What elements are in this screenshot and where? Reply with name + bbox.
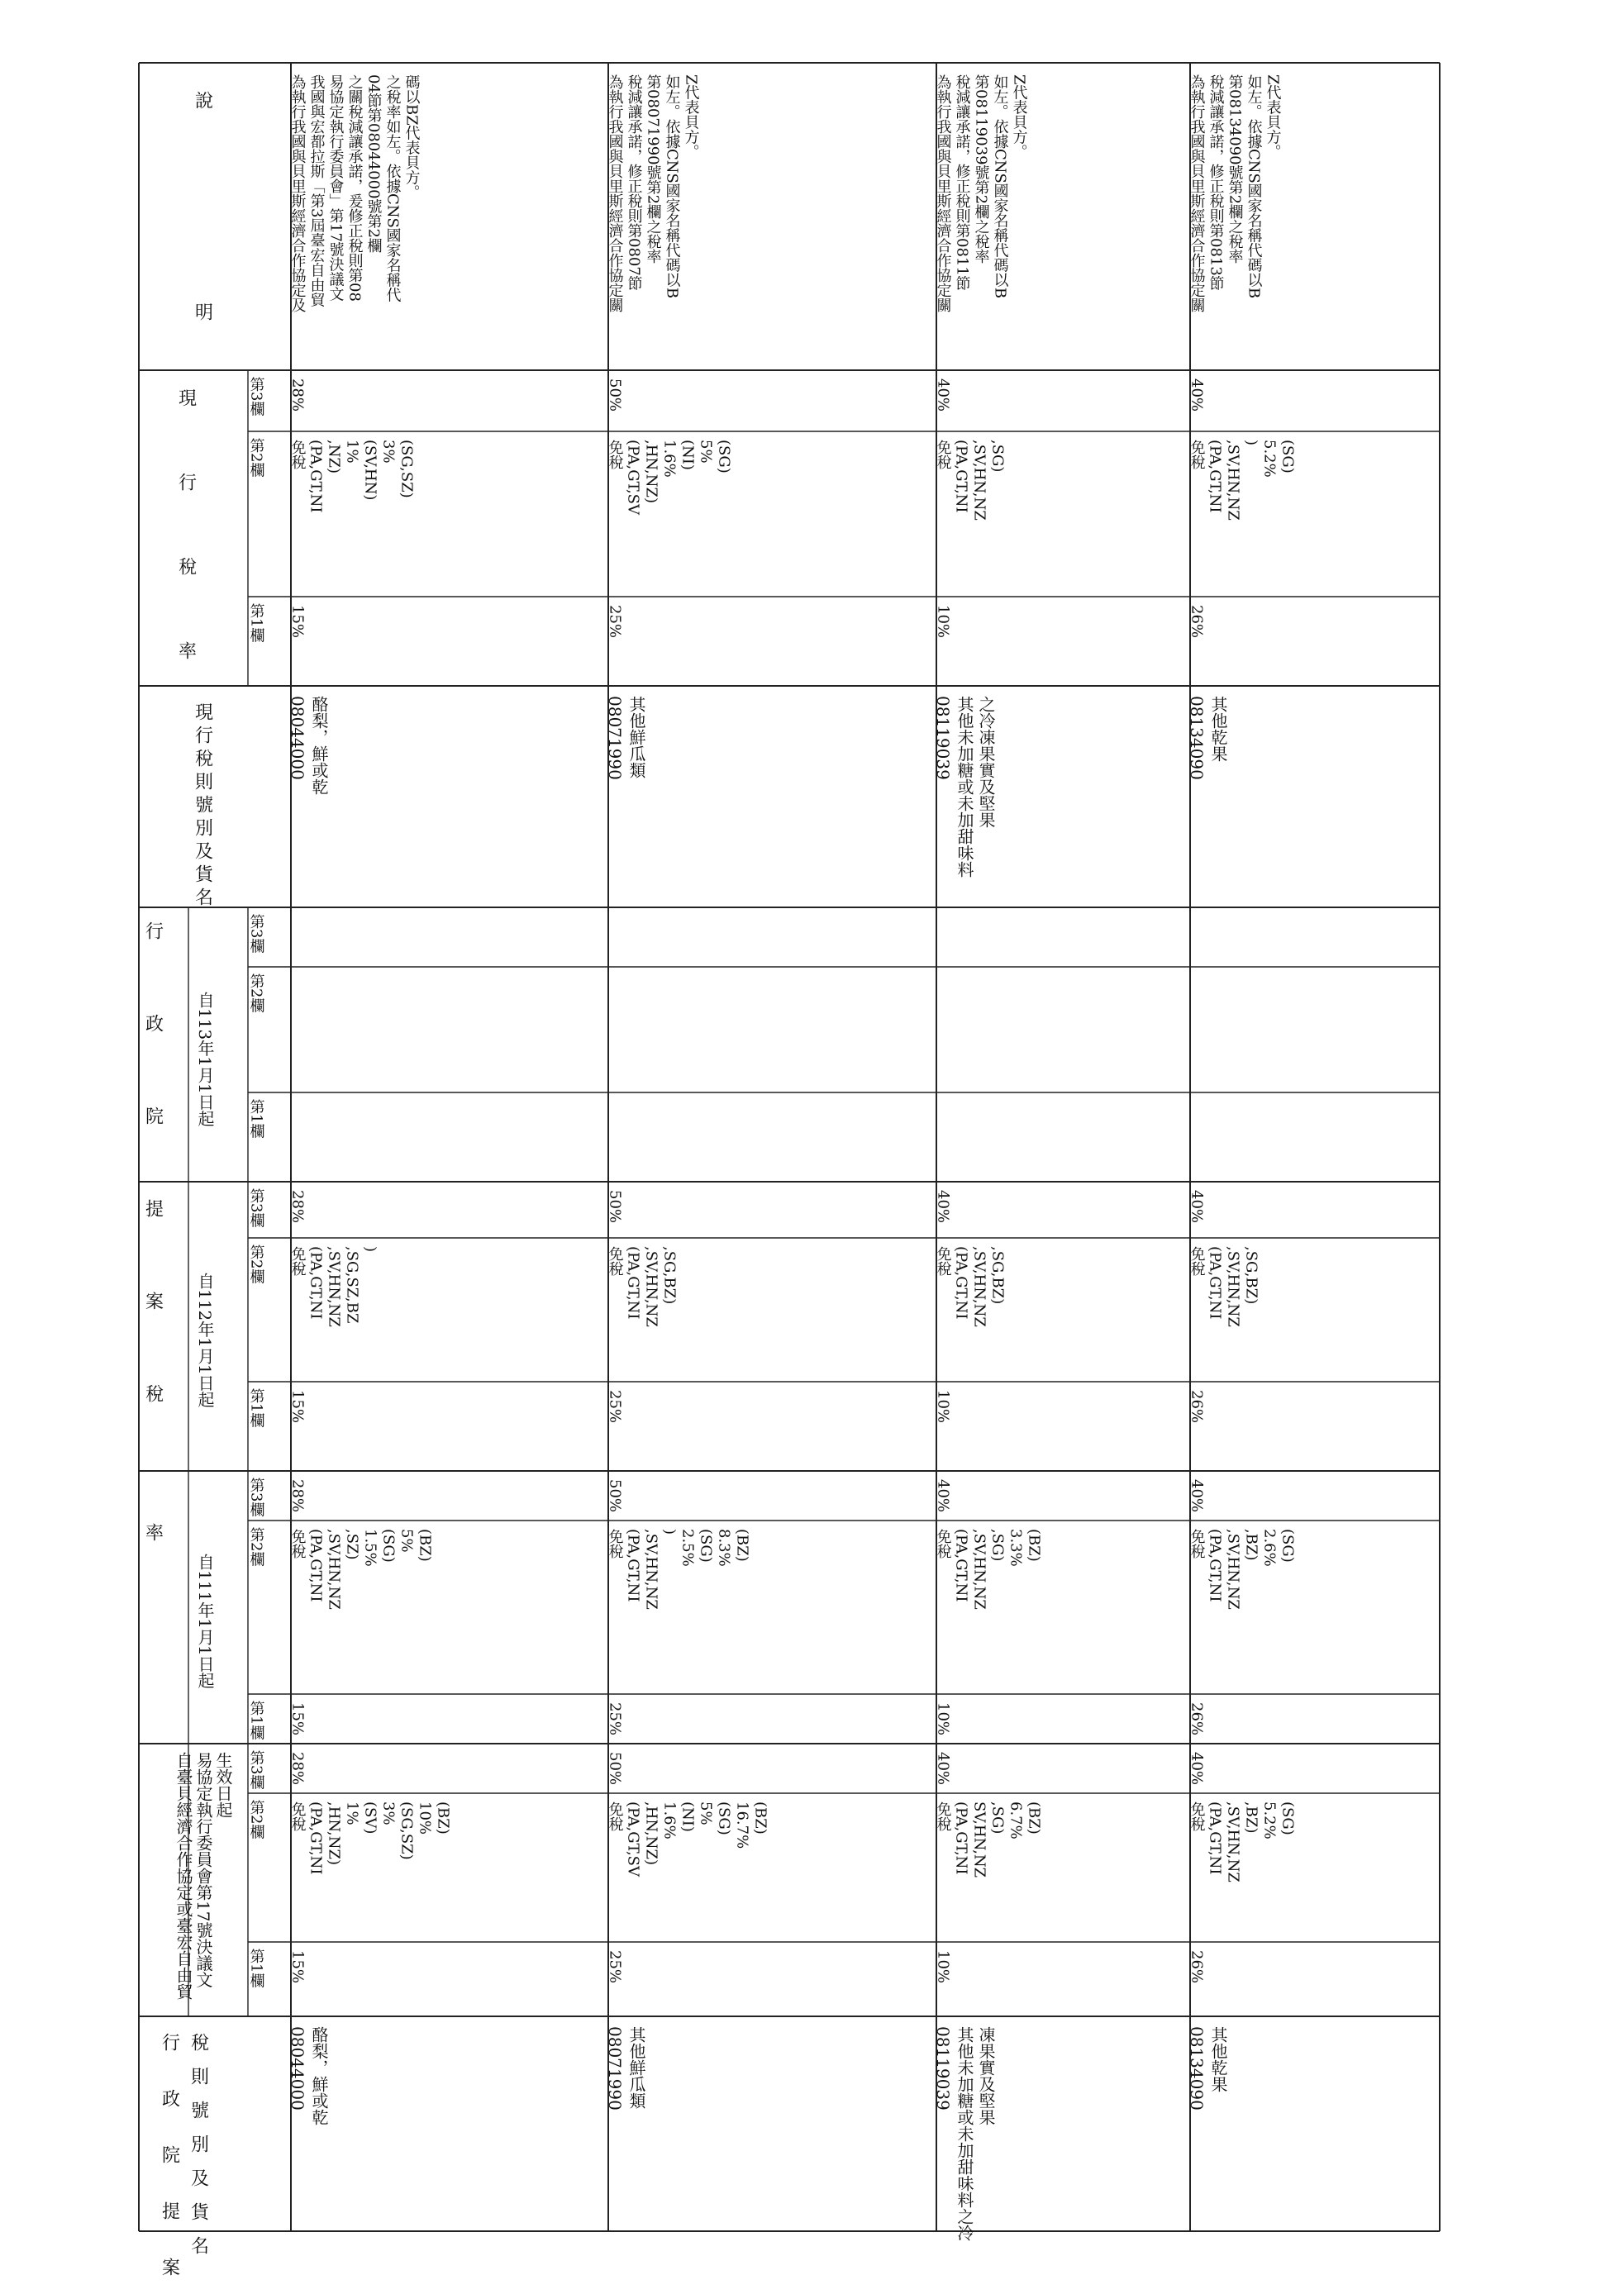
p0-col3-2: [935, 1752, 952, 1785]
svg-text:50%: 50%: [606, 1479, 624, 1513]
svg-text:第3欄: 第3欄: [247, 377, 265, 416]
p0-col1-0: [289, 1950, 307, 1983]
svg-text:): ): [361, 1246, 379, 1253]
column-label-3: [248, 377, 265, 416]
p0-col3-3: [1188, 1752, 1206, 1785]
svg-text:現行稅則號別及貨名: 現行稅則號別及貨名: [192, 702, 213, 911]
svg-text:現 行 稅 率: 現 行 稅 率: [175, 388, 197, 669]
p1-col3-2: [935, 1479, 952, 1512]
svg-text:5%: 5%: [398, 1529, 416, 1553]
current-col3-1: [607, 378, 624, 412]
svg-text:第3欄: 第3欄: [247, 1478, 265, 1517]
svg-text:之稅率如左。依據CNS國家名稱代: 之稅率如左。依據CNS國家名稱代: [383, 74, 402, 302]
svg-text:25%: 25%: [606, 1702, 624, 1736]
p0-col3-1: [607, 1752, 624, 1785]
explanation-1: [607, 74, 700, 312]
svg-text:稅減讓承諾，修正稅則第0807節: 稅減讓承諾，修正稅則第0807節: [625, 74, 643, 291]
p0-col2-2: [935, 1801, 1043, 1878]
svg-text:10%: 10%: [934, 1702, 952, 1736]
current-col2-1: [607, 440, 733, 516]
p2-col1-2: [935, 1390, 952, 1423]
p1-col1-3: [1188, 1702, 1206, 1735]
svg-text:免稅: 免稅: [1188, 1529, 1206, 1559]
svg-text:第08119039號第2欄之稅率: 第08119039號第2欄之稅率: [972, 74, 990, 264]
p1-col3-0: [289, 1479, 307, 1512]
svg-text:26%: 26%: [1188, 1950, 1206, 1984]
current-col1-3: [1188, 605, 1206, 638]
svg-text:免稅: 免稅: [1188, 440, 1206, 469]
p0-col2-3: [1188, 1801, 1297, 1882]
svg-text:08044000: 08044000: [288, 2026, 307, 2111]
svg-text:(PA,GT,NI: (PA,GT,NI: [952, 1529, 970, 1602]
current-col2-0: [289, 440, 416, 513]
proposed-rate-group-header: [143, 921, 164, 1546]
p1-col3-3: [1188, 1479, 1206, 1512]
svg-text:15%: 15%: [288, 1950, 307, 1984]
p1-col2-2: [935, 1529, 1043, 1610]
svg-text:(PA,GT,NI: (PA,GT,NI: [1206, 1529, 1224, 1602]
svg-text:(SV,HN): (SV,HN): [361, 440, 379, 501]
period-header-112: [195, 1273, 215, 1408]
svg-text:第1欄: 第1欄: [247, 1388, 265, 1428]
svg-text:第08071990號第2欄之稅率: 第08071990號第2欄之稅率: [644, 74, 662, 264]
svg-text:第1欄: 第1欄: [247, 1099, 265, 1139]
svg-text:Z代表貝方。: Z代表貝方。: [1010, 74, 1028, 159]
svg-text:碼以BZ代表貝方。: 碼以BZ代表貝方。: [402, 74, 421, 200]
column-label-1: [248, 1388, 265, 1428]
column-label-1: [248, 603, 265, 643]
svg-text:稅 則 號 別 及 貨 名: 稅 則 號 別 及 貨 名: [188, 2033, 209, 2259]
svg-text:40%: 40%: [1188, 1190, 1206, 1224]
svg-text:(SG): (SG): [1279, 1801, 1297, 1835]
proposed-item-2: [933, 2026, 996, 2242]
svg-text:50%: 50%: [606, 378, 624, 412]
svg-text:(PA,GT,NI: (PA,GT,NI: [952, 440, 970, 513]
svg-text:50%: 50%: [606, 1190, 624, 1224]
svg-text:,SV,HN,NZ: ,SV,HN,NZ: [1224, 1246, 1242, 1327]
svg-text:1.5%: 1.5%: [361, 1529, 379, 1567]
svg-text:,SG,BZ): ,SG,BZ): [988, 1246, 1007, 1305]
svg-text:04節第08044000號第2欄: 04節第08044000號第2欄: [364, 74, 383, 253]
p2-col3-2: [935, 1190, 952, 1223]
column-label-2: [248, 1800, 265, 1839]
svg-text:08134090: 08134090: [1187, 2026, 1207, 2111]
svg-text:易協定執行委員會」第17號決議文: 易協定執行委員會」第17號決議文: [326, 74, 345, 302]
svg-text:,BZ): ,BZ): [1242, 1801, 1260, 1834]
p2-col2-2: [935, 1246, 1007, 1327]
svg-text:,SV,HN,NZ: ,SV,HN,NZ: [970, 440, 988, 521]
svg-text:,SV,HN,NZ: ,SV,HN,NZ: [642, 1246, 660, 1327]
svg-text:3%: 3%: [379, 1801, 398, 1825]
svg-text:25%: 25%: [606, 1390, 624, 1424]
svg-text:凍果實及堅果: 凍果實及堅果: [976, 2026, 996, 2125]
svg-text:10%: 10%: [934, 1390, 952, 1424]
column-label-3: [248, 1188, 265, 1228]
svg-text:08119039: 08119039: [933, 696, 953, 780]
svg-text:15%: 15%: [288, 1390, 307, 1424]
svg-text:25%: 25%: [606, 605, 624, 639]
svg-text:第2欄: 第2欄: [247, 1800, 265, 1839]
svg-text:(PA,GT,NI: (PA,GT,NI: [624, 1529, 642, 1602]
svg-text:2.5%: 2.5%: [679, 1529, 697, 1567]
svg-text:5%: 5%: [697, 440, 715, 464]
svg-text:,HN,NZ): ,HN,NZ): [325, 1801, 343, 1866]
svg-text:(BZ): (BZ): [1025, 1529, 1043, 1562]
svg-text:,SV,HN,NZ: ,SV,HN,NZ: [325, 1529, 343, 1610]
svg-text:,SV,HN,NZ: ,SV,HN,NZ: [970, 1246, 988, 1327]
svg-text:,SG,BZ): ,SG,BZ): [660, 1246, 679, 1305]
svg-text:08071990: 08071990: [605, 2026, 625, 2111]
svg-text:(SG): (SG): [715, 1801, 733, 1835]
svg-text:(BZ): (BZ): [416, 1529, 434, 1562]
svg-text:免稅: 免稅: [606, 1529, 624, 1559]
svg-text:1.6%: 1.6%: [660, 440, 679, 478]
svg-text:酪梨，鮮或乾: 酪梨，鮮或乾: [309, 2026, 329, 2125]
svg-text:,HN,NZ): ,HN,NZ): [642, 1801, 660, 1866]
explanation-3: [1188, 74, 1282, 312]
svg-text:免稅: 免稅: [288, 1801, 307, 1831]
svg-text:SV,HN,NZ: SV,HN,NZ: [970, 1801, 988, 1878]
svg-text:易協定執行委員會第17號決議文: 易協定執行委員會第17號決議文: [193, 1752, 213, 1988]
column-label-2: [248, 438, 265, 478]
current-col1-1: [607, 605, 624, 638]
column-label-3: [248, 1750, 265, 1790]
svg-text:2.6%: 2.6%: [1260, 1529, 1279, 1567]
svg-text:行 政 院 提 案 稅 率: 行 政 院 提 案 稅 率: [142, 921, 164, 1546]
svg-text:28%: 28%: [288, 378, 307, 412]
svg-text:40%: 40%: [1188, 378, 1206, 412]
svg-text:其他乾果: 其他乾果: [1208, 2026, 1228, 2092]
svg-text:自113年1月1日起: 自113年1月1日起: [195, 992, 215, 1127]
p2-col1-3: [1188, 1390, 1206, 1423]
p2-col3-3: [1188, 1190, 1206, 1223]
svg-text:免稅: 免稅: [1188, 1801, 1206, 1831]
svg-text:,SV,HN,NZ: ,SV,HN,NZ: [1224, 1801, 1242, 1882]
svg-text:5%: 5%: [697, 1801, 715, 1825]
svg-text:第2欄: 第2欄: [247, 973, 265, 1013]
column-label-1: [248, 1701, 265, 1740]
current-col1-2: [935, 605, 952, 638]
svg-text:為執行我國與貝里斯經濟合作協定關: 為執行我國與貝里斯經濟合作協定關: [606, 74, 624, 312]
svg-text:第2欄: 第2欄: [247, 1527, 265, 1567]
svg-text:16.7%: 16.7%: [733, 1801, 751, 1849]
svg-text:說 明: 說 明: [192, 91, 213, 329]
svg-text:自112年1月1日起: 自112年1月1日起: [195, 1273, 215, 1408]
svg-text:稅減讓承諾，修正稅則第0811節: 稅減讓承諾，修正稅則第0811節: [953, 74, 971, 291]
svg-text:,SV,HN,NZ: ,SV,HN,NZ: [970, 1529, 988, 1610]
svg-text:08119039: 08119039: [933, 2026, 953, 2111]
p0-col2-1: [607, 1801, 769, 1878]
svg-text:自111年1月1日起: 自111年1月1日起: [195, 1554, 215, 1689]
svg-text:5.2%: 5.2%: [1260, 1801, 1279, 1839]
svg-text:第3欄: 第3欄: [247, 1188, 265, 1228]
svg-text:(PA,GT,NI: (PA,GT,NI: [624, 1246, 642, 1320]
p2-col1-0: [289, 1390, 307, 1423]
svg-text:(NI): (NI): [679, 440, 697, 470]
svg-text:8.3%: 8.3%: [715, 1529, 733, 1567]
svg-text:Z代表貝方。: Z代表貝方。: [1264, 74, 1282, 159]
svg-text:40%: 40%: [934, 1752, 952, 1786]
svg-text:25%: 25%: [606, 1950, 624, 1984]
current-col3-2: [935, 378, 952, 412]
svg-text:如左。依據CNS國家名稱代碼以B: 如左。依據CNS國家名稱代碼以B: [663, 74, 681, 299]
current-item-header: [193, 702, 213, 911]
svg-text:免稅: 免稅: [934, 440, 952, 469]
current-item-1: [605, 696, 646, 780]
svg-text:,NZ): ,NZ): [325, 440, 343, 474]
explanation-header: [193, 91, 213, 329]
svg-text:,SG): ,SG): [988, 1529, 1007, 1562]
p0-col3-0: [289, 1752, 307, 1785]
svg-text:(SG): (SG): [715, 440, 733, 474]
svg-text:,SG,SZ,BZ: ,SG,SZ,BZ: [343, 1246, 361, 1324]
column-label-3: [248, 1478, 265, 1517]
svg-text:3.3%: 3.3%: [1007, 1529, 1025, 1567]
current-col3-0: [289, 378, 307, 412]
svg-text:之關稅減讓承諾，爰修正稅則第08: 之關稅減讓承諾，爰修正稅則第08: [345, 74, 364, 302]
svg-text:50%: 50%: [606, 1752, 624, 1786]
svg-text:(SG): (SG): [1279, 440, 1297, 474]
svg-text:(SG): (SG): [1279, 1529, 1297, 1563]
svg-text:生效日起: 生效日起: [213, 1752, 233, 1818]
p0-col1-1: [607, 1950, 624, 1983]
svg-text:免稅: 免稅: [288, 1246, 307, 1276]
svg-text:免稅: 免稅: [934, 1801, 952, 1831]
svg-text:其他未加糖或未加甜味料: 其他未加糖或未加甜味料: [955, 696, 974, 878]
svg-text:第3欄: 第3欄: [247, 1750, 265, 1790]
svg-text:(NI): (NI): [679, 1801, 697, 1832]
svg-text:,SG): ,SG): [988, 1801, 1007, 1835]
svg-text:稅減讓承諾，修正稅則第0813節: 稅減讓承諾，修正稅則第0813節: [1207, 74, 1225, 291]
svg-text:1.6%: 1.6%: [660, 1801, 679, 1839]
svg-text:(PA,GT,NI: (PA,GT,NI: [1206, 440, 1224, 513]
svg-text:免稅: 免稅: [288, 1529, 307, 1559]
p2-col2-3: [1188, 1246, 1260, 1327]
left-header-line1: [160, 2033, 180, 2286]
svg-text:40%: 40%: [934, 378, 952, 412]
svg-text:5.2%: 5.2%: [1260, 440, 1279, 478]
current-item-3: [1187, 696, 1228, 780]
table-text: [143, 74, 1297, 2286]
column-label-2: [248, 973, 265, 1013]
column-label-1: [248, 1099, 265, 1139]
p1-col2-0: [289, 1529, 434, 1610]
svg-text:,SV,HN,NZ: ,SV,HN,NZ: [1224, 440, 1242, 521]
svg-text:第08134090號第2欄之稅率: 第08134090號第2欄之稅率: [1226, 74, 1244, 264]
svg-text:行 政 院 提 案: 行 政 院 提 案: [159, 2033, 180, 2286]
p1-col3-1: [607, 1479, 624, 1512]
svg-text:(PA,GT,NI: (PA,GT,NI: [307, 1801, 325, 1875]
svg-text:,SV,HN,NZ: ,SV,HN,NZ: [1224, 1529, 1242, 1610]
p2-col1-1: [607, 1390, 624, 1423]
p2-col3-1: [607, 1190, 624, 1223]
svg-text:(PA,GT,NI: (PA,GT,NI: [1206, 1801, 1224, 1875]
left-header-line2: [188, 2033, 209, 2259]
proposed-item-0: [288, 2026, 329, 2125]
svg-text:40%: 40%: [1188, 1479, 1206, 1513]
svg-text:(BZ): (BZ): [733, 1529, 751, 1562]
explanation-0: [289, 74, 421, 312]
svg-text:1%: 1%: [343, 440, 361, 464]
svg-text:(SG,SZ): (SG,SZ): [398, 440, 416, 498]
svg-text:Z代表貝方。: Z代表貝方。: [682, 74, 700, 159]
svg-text:酪梨，鮮或乾: 酪梨，鮮或乾: [309, 696, 329, 795]
p1-col2-3: [1188, 1529, 1297, 1610]
p2-col2-0: [289, 1246, 379, 1327]
svg-text:免稅: 免稅: [1188, 1246, 1206, 1276]
svg-text:40%: 40%: [1188, 1752, 1206, 1786]
svg-text:之冷凍果實及堅果: 之冷凍果實及堅果: [976, 696, 996, 828]
svg-text:(PA,GT,NI: (PA,GT,NI: [307, 440, 325, 513]
svg-text:其他乾果: 其他乾果: [1208, 696, 1228, 762]
svg-text:如左。依據CNS國家名稱代碼以B: 如左。依據CNS國家名稱代碼以B: [991, 74, 1009, 299]
current-item-2: [933, 696, 996, 878]
svg-text:(SG): (SG): [697, 1529, 715, 1563]
p1-col1-0: [289, 1702, 307, 1735]
svg-text:28%: 28%: [288, 1752, 307, 1786]
svg-text:,BZ): ,BZ): [1242, 1529, 1260, 1561]
svg-text:我國與宏都拉斯「第3屆臺宏自由貿: 我國與宏都拉斯「第3屆臺宏自由貿: [307, 74, 326, 307]
column-label-2: [248, 1245, 265, 1284]
svg-text:(PA,GT,NI: (PA,GT,NI: [1206, 1246, 1224, 1320]
svg-text:(SG): (SG): [379, 1529, 398, 1563]
svg-text:28%: 28%: [288, 1190, 307, 1224]
period-header-agreement: [174, 1752, 233, 2001]
svg-text:為執行我國與貝里斯經濟合作協定關: 為執行我國與貝里斯經濟合作協定關: [934, 74, 952, 312]
svg-text:(SG,SZ): (SG,SZ): [398, 1801, 416, 1860]
svg-text:第2欄: 第2欄: [247, 1245, 265, 1284]
svg-text:15%: 15%: [288, 1702, 307, 1736]
p1-col2-1: [607, 1529, 751, 1610]
svg-text:第1欄: 第1欄: [247, 603, 265, 643]
svg-text:第2欄: 第2欄: [247, 438, 265, 478]
svg-text:,HN,NZ): ,HN,NZ): [642, 440, 660, 504]
p2-col2-1: [607, 1246, 679, 1327]
svg-text:第1欄: 第1欄: [247, 1701, 265, 1740]
svg-text:26%: 26%: [1188, 1702, 1206, 1736]
column-label-2: [248, 1527, 265, 1567]
svg-text:): ): [1242, 440, 1260, 446]
svg-text:10%: 10%: [934, 605, 952, 639]
svg-text:自臺貝經濟合作協定或臺宏自由貿: 自臺貝經濟合作協定或臺宏自由貿: [174, 1752, 193, 2000]
svg-text:6.7%: 6.7%: [1007, 1801, 1025, 1839]
svg-text:,SZ): ,SZ): [343, 1529, 361, 1560]
p0-col2-0: [289, 1801, 452, 1875]
svg-text:10%: 10%: [934, 1950, 952, 1984]
svg-text:08071990: 08071990: [605, 696, 625, 780]
explanation-2: [935, 74, 1028, 312]
p1-col1-1: [607, 1702, 624, 1735]
svg-text:3%: 3%: [379, 440, 398, 464]
svg-text:其他鮮瓜類: 其他鮮瓜類: [626, 696, 646, 778]
current-rate-header: [176, 388, 197, 669]
svg-text:免稅: 免稅: [934, 1246, 952, 1276]
svg-text:40%: 40%: [934, 1190, 952, 1224]
period-header-113: [195, 992, 215, 1127]
svg-text:26%: 26%: [1188, 1390, 1206, 1424]
proposed-item-3: [1187, 2026, 1228, 2111]
p0-col1-2: [935, 1950, 952, 1983]
p0-col1-3: [1188, 1950, 1206, 1983]
svg-text:(PA,GT,SV: (PA,GT,SV: [624, 1801, 642, 1877]
svg-text:(BZ): (BZ): [434, 1801, 452, 1835]
svg-text:免稅: 免稅: [288, 440, 307, 469]
p2-col3-0: [289, 1190, 307, 1223]
svg-text:10%: 10%: [416, 1801, 434, 1835]
table-grid: [139, 63, 1440, 2231]
svg-text:(BZ): (BZ): [1025, 1801, 1043, 1835]
svg-text:,SV,HN,NZ: ,SV,HN,NZ: [325, 1246, 343, 1327]
svg-text:(PA,GT,NI: (PA,GT,NI: [952, 1246, 970, 1320]
p1-col1-2: [935, 1702, 952, 1735]
svg-text:1%: 1%: [343, 1801, 361, 1825]
svg-text:(PA,GT,NI: (PA,GT,NI: [952, 1801, 970, 1875]
svg-text:,SG,BZ): ,SG,BZ): [1242, 1246, 1260, 1305]
svg-text:(PA,GT,NI: (PA,GT,NI: [307, 1529, 325, 1602]
svg-text:26%: 26%: [1188, 605, 1206, 639]
svg-text:第1欄: 第1欄: [247, 1949, 265, 1988]
current-col3-3: [1188, 378, 1206, 412]
svg-text:(PA,GT,NI: (PA,GT,NI: [307, 1246, 325, 1320]
svg-text:,SG): ,SG): [988, 440, 1007, 473]
svg-text:08044000: 08044000: [288, 696, 307, 780]
current-col2-2: [935, 440, 1007, 521]
svg-text:其他未加糖或未加甜味料之冷: 其他未加糖或未加甜味料之冷: [955, 2026, 974, 2241]
svg-text:): ): [660, 1529, 679, 1535]
svg-text:08134090: 08134090: [1187, 696, 1207, 780]
svg-text:免稅: 免稅: [934, 1529, 952, 1559]
svg-text:第3欄: 第3欄: [247, 914, 265, 954]
current-item-0: [288, 696, 329, 795]
svg-text:其他鮮瓜類: 其他鮮瓜類: [626, 2026, 646, 2109]
current-col2-3: [1188, 440, 1297, 521]
svg-text:(SV): (SV): [361, 1801, 379, 1835]
column-label-1: [248, 1949, 265, 1988]
svg-text:40%: 40%: [934, 1479, 952, 1513]
svg-text:如左。依據CNS國家名稱代碼以B: 如左。依據CNS國家名稱代碼以B: [1245, 74, 1263, 299]
svg-text:免稅: 免稅: [606, 1246, 624, 1276]
svg-text:15%: 15%: [288, 605, 307, 639]
proposed-item-1: [605, 2026, 646, 2111]
svg-text:28%: 28%: [288, 1479, 307, 1513]
svg-text:(BZ): (BZ): [751, 1801, 769, 1835]
period-header-111: [195, 1554, 215, 1689]
svg-text:為執行我國與貝里斯經濟合作協定及: 為執行我國與貝里斯經濟合作協定及: [288, 74, 307, 312]
svg-text:(PA,GT,SV: (PA,GT,SV: [624, 440, 642, 515]
current-col1-0: [289, 605, 307, 638]
svg-text:免稅: 免稅: [606, 1801, 624, 1831]
column-label-3: [248, 914, 265, 954]
svg-text:免稅: 免稅: [606, 440, 624, 469]
svg-text:為執行我國與貝里斯經濟合作協定關: 為執行我國與貝里斯經濟合作協定關: [1188, 74, 1206, 312]
svg-text:,SV,HN,NZ: ,SV,HN,NZ: [642, 1529, 660, 1610]
